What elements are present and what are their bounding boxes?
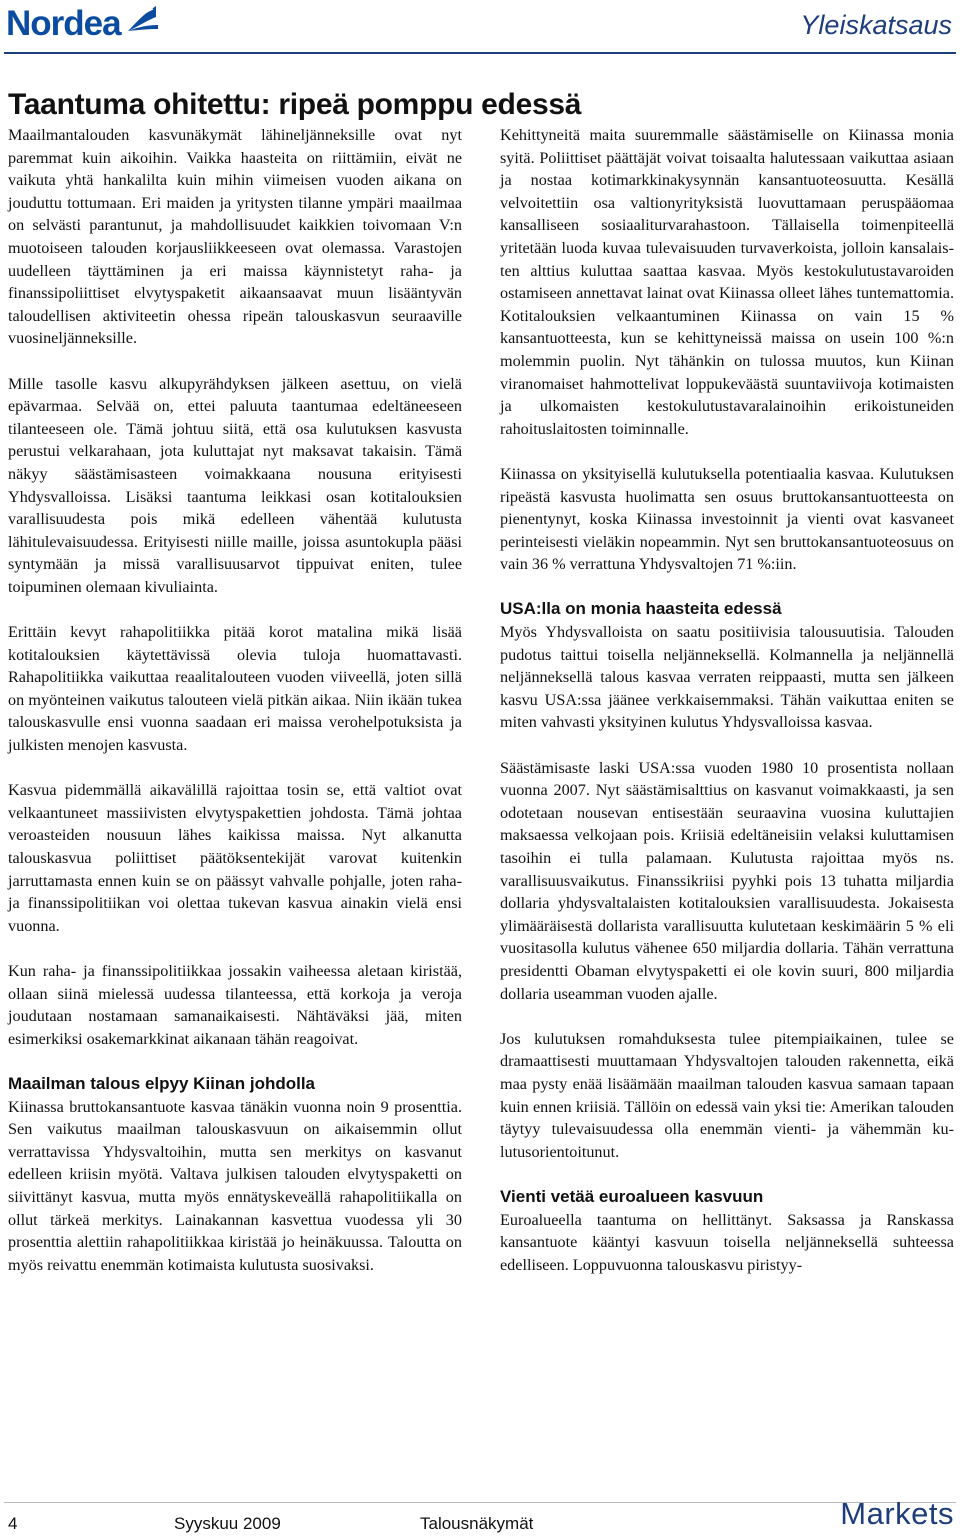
footer-divider bbox=[4, 1502, 956, 1503]
right-column bbox=[500, 124, 954, 1299]
paragraph: Kasvua pidemmällä aikavälillä rajoittaa tosin se, että valtiot ovat velkaantuneet massiivisten elvytyspakettien johdosta. Tämä johtaa veroasteiden nousuun lähes kaikissa maissa. Nyt alkanutta talouskasvua poliittiset päätöksentekijät varovat kuitenkin jarruttamasta ennen kuin se on päässyt vahvalle pohjalle, joten raha- ja finanssipolitiikan voi olettaa tukevan kasvua ainakin vielä ensi vuonna. bbox=[8, 781, 462, 935]
paragraph: Kehittyneitä maita suuremmalle säästämiselle on Kiinassa monia syitä. Poliittiset päättäjät voivat toisaalta halutessaan vaikuttaa asiaan ja nostaa kotimarkkinakysynnän kansantuoteosuutta. Kesällä velvoitettiin osa valtionyrityksistä luovuttamaan peruspääomaa kansalliseen sosiaaliturvarahastoon. Tällaisella toimenpiteellä yritetään luoda kuvaa tulevaisuuden turvaverkoista, jolloin kansalaisten alttius kuluttaa saattaa kasvaa. Myös kestokulutustavaroiden ostamiseen annettavat lainat ovat Kiinassa olleet lähes tuntemattomia. Kotitalouksien velkaantuminen Kiinassa on vain 15 % kansantuotteesta, kun se kehittyneissä maissa on usein 100 %:n molemmin puolin. Nyt tähänkin on tulossa muutos, kun Kiinan viranomaiset hahmottelivat loppukeväästä suuntaviivoja kotimaisten ja ulkomaisten kestokulutustavaralainoihin erikoistuneiden rahoituslaitosten toiminnalle. bbox=[500, 126, 954, 438]
subheading-eurozone: Vienti vetää euroalueen kasvuun bbox=[500, 1186, 764, 1206]
paragraph: Euroalueella taantuma on hellittänyt. Saksassa ja Ranskassa kansantuote kääntyi kasvuun toisella neljänneksellä suhteessa edelliseen. Loppuvuonna talouskasvu piristyy- bbox=[500, 1210, 954, 1274]
header-divider bbox=[4, 52, 956, 54]
nordea-logo bbox=[6, 4, 159, 44]
brand-name: Nordea bbox=[6, 4, 121, 43]
paragraph: Erittäin kevyt rahapolitiikka pitää korot matalina mikä lisää kotitalouksien käytettävissä olevia tuloja huomattavasti. Rahapolitiikka vaikuttaa reaalitalouteen vuoden viiveellä, joten sillä on myönteinen vaikutus talouteen vielä pitkän aikaa. Niin ikään tukea talouskasvulle ensi vuonna saadaan eri maissa verohelpotuksista ja julkisten menojen kasvusta. bbox=[8, 623, 462, 755]
left-column bbox=[8, 124, 462, 1299]
paragraph: Säästämisaste laski USA:ssa vuoden 1980 10 prosentista nollaan vuonna 2007. Nyt säästämisalttius on kasvanut voimakkaasti, ja sen odotetaan nousevan entisestään seuraavina vuosina kuluttajien maksaessa velkojaan pois. Kriisiä edeltäneisiin velaksi kuluttamisen tasoihin ei tulla palamaan. Kulutusta rajoittaa myös ns. varallisuusvaikutus. Finanssikriisi pyyhki pois 13 tuhatta miljardia dollaria yhdysvaltalaisten kotitalouksien varallisuudesta. Jokaisesta ylimääräisestä dollarista varallisuutta kulutetaan keskimäärin 5 % eli vuositasolla kulutus vähenee 650 miljardia dollaria. Tähän verrattuna presidentti Obaman elvytyspaketti ei ole kovin suuri, 800 miljardia dollaria useamman vuoden ajalle. bbox=[500, 758, 954, 1003]
nordea-sail-icon bbox=[125, 4, 159, 34]
paragraph: Jos kulutuksen romahduksesta tulee pitempiaikainen, tulee se dramaattisesti muuttamaan Yhdysvaltojen talouden rakennetta, eikä maa pysty enää lisäämään maailman talouden kasvua samaan tapaan kuin ennen kriisiä. Tällöin on edessä vain yksi tie: Amerikan talouden täytyy tulevaisuudessa olla enemmän vienti- ja vähemmän kulutusorientoitunut. bbox=[500, 1029, 954, 1161]
publication-name: Talousnäkymät bbox=[420, 1514, 534, 1533]
page-number: 4 bbox=[8, 1514, 18, 1533]
subheading-usa: USA:lla on monia haasteita edessä bbox=[500, 599, 782, 619]
article-headline: Taantuma ohitettu: ripeä pomppu edessä bbox=[8, 88, 582, 121]
paragraph: Maailmantalouden kasvunäkymät lähineljänneksille ovat nyt paremmat kuin aikoihin. Vaikka haasteita on riittämiin, eivät ne vaikuta yhtä hankalilta kuin mihin viimeisen vuoden aikana on jouduttu tottumaan. Eri maiden ja yritysten tilanne ympäri maailmaa on selvästi parantunut, ja mahdollisuudet kaikkien toivomaan V:n muotoiseen talouden korjausliikkeeseen ovat olemassa. Varastojen uudelleen täyttäminen ja eri maissa käynnistetyt raha- ja finanssipoliittiset elvytyspaketit aikaansaavat muun lisääntyvän taloudellisen aktiviteetin ohessa ripeän talouskasvun seuraaville vuosineljänneksille. bbox=[8, 126, 462, 348]
paragraph: Myös Yhdysvalloista on saatu positiivisia talousuutisia. Talouden pudotus taittui toisella neljänneksellä. Kolmannella ja neljännellä neljänneksellä talous kasvaa verraten reippaasti, mutta sen jälkeen kasvu USA:ssa jäänee verkkaisemmaksi. Tähän vaikuttaa eniten se miten vahvasti yksityinen kulutus Yhdysvalloissa kasvaa. bbox=[500, 623, 954, 732]
section-title: Yleiskatsaus bbox=[800, 10, 952, 40]
paragraph: Kiinassa bruttokansantuote kasvaa tänäkin vuonna noin 9 prosenttia. Sen vaikutus maailman talouskasvuun on aikaisemmin ollut verrattavissa Yhdysvaltoihin, mutta sen merkitys on kasvanut edelleen kriisin myötä. Valtava julkisen talouden elvytyspaketti on siivittänyt kasvua, mutta myös ennätyskeveällä rahapolitiikalla on ollut tärkeä merkitys. Lainakannan kasvettua vuodessa yli 30 prosenttia alettiin rahapolitiikkaa kiristää jo heinäkuussa. Taloutta on myös reivattu enemmän kotimaista kulutusta suosivaksi. bbox=[8, 1097, 462, 1274]
publication-date: Syyskuu 2009 bbox=[174, 1514, 281, 1533]
markets-logo: Markets bbox=[840, 1496, 954, 1531]
subheading-china: Maailman talous elpyy Kiinan johdolla bbox=[8, 1073, 316, 1093]
paragraph: Mille tasolle kasvu alkupyrähdyksen jälkeen asettuu, on vielä epävarmaa. Selvää on, ettei paluuta taantumaa edeltäneeseen tilanteeseen ole. Tämä johtuu siitä, että osa kulutuksen kasvusta perustui velkarahaan, jota kuluttajat nyt maksavat takaisin. Tämä näkyy säästämisasteen voimakkaana nousuna erityisesti Yhdysvalloissa. Lisäksi taantuma leikkasi osan kotitalouksien varallisuudesta pois mikä edelleen vähentää kulutusta lähitulevaisuudessa. Erityisesti niille maille, joissa asuntokupla pääsi syntymään ja missä varallisuusarvot tippuivat eniten, tulee toipuminen olemaan kivuliainta. bbox=[8, 374, 462, 596]
paragraph: Kun raha- ja finanssipolitiikkaa jossakin vaiheessa aletaan kiristää, ollaan siinä mielessä uudessa tilanteessa, että korkoja ja veroja joudutaan nostamaan samanaikaisesti. Nähtäväksi jää, miten esimerkiksi osakemarkkinat aikanaan tähän reagoivat. bbox=[8, 961, 462, 1048]
paragraph: Kiinassa on yksityisellä kulutuksella potentiaalia kasvaa. Kulutuksen ripeästä kasvusta huolimatta sen osuus bruttokansantuotteesta on pienentynyt, koska Kiinassa investoinnit ja vienti ovat kasvaneet perinteisesti vieläkin nopeammin. Nyt sen bruttokansantuoteosuus on vain 36 % verrattuna Yhdysvaltojen 71 %:iin. bbox=[500, 464, 954, 574]
